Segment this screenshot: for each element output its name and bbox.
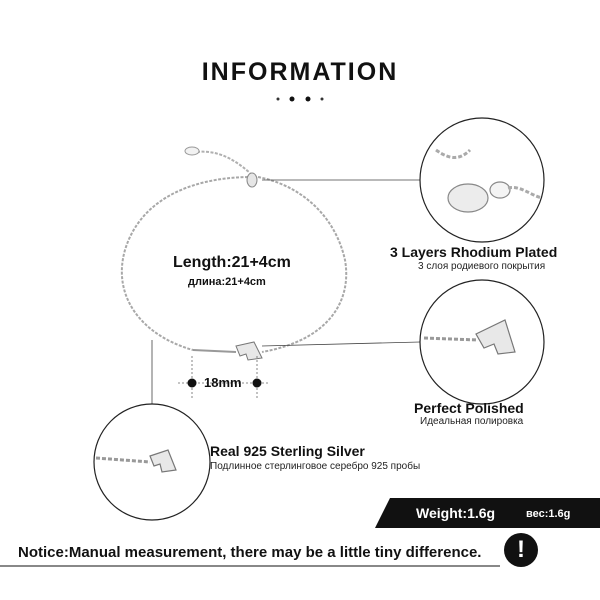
- weight-label: Weight:1.6g: [416, 505, 496, 521]
- length-label-ru: длина:21+4cm: [188, 276, 266, 288]
- extender-chain: [185, 147, 250, 173]
- clasp: [247, 173, 257, 187]
- pendant-width-label: 18mm: [204, 375, 242, 390]
- exclamation-icon: !: [504, 533, 538, 567]
- feature-rhodium-title: 3 Layers Rhodium Plated: [390, 244, 558, 260]
- feature-polished-subtitle: Идеальная полировка: [420, 416, 524, 427]
- feature-polished-title: Perfect Polished: [414, 400, 524, 416]
- weight-label-ru: вес:1.6g: [526, 508, 571, 520]
- notice-text: Notice:Manual measurement, there may be a little tiny difference.: [18, 544, 482, 561]
- detail-circle-clasp: [420, 118, 544, 242]
- page-title: INFORMATION: [201, 58, 399, 86]
- detail-circle-pendant: [420, 280, 544, 404]
- feature-silver-subtitle: Подлинное стерлинговое серебро 925 пробы: [210, 461, 421, 472]
- feature-rhodium-subtitle: 3 слоя родиевого покрытия: [418, 261, 546, 272]
- eiffel-tower-pendant: [193, 342, 262, 360]
- length-label: Length:21+4cm: [173, 254, 291, 271]
- detail-circle-silver: [94, 404, 210, 520]
- feature-silver-title: Real 925 Sterling Silver: [210, 443, 365, 459]
